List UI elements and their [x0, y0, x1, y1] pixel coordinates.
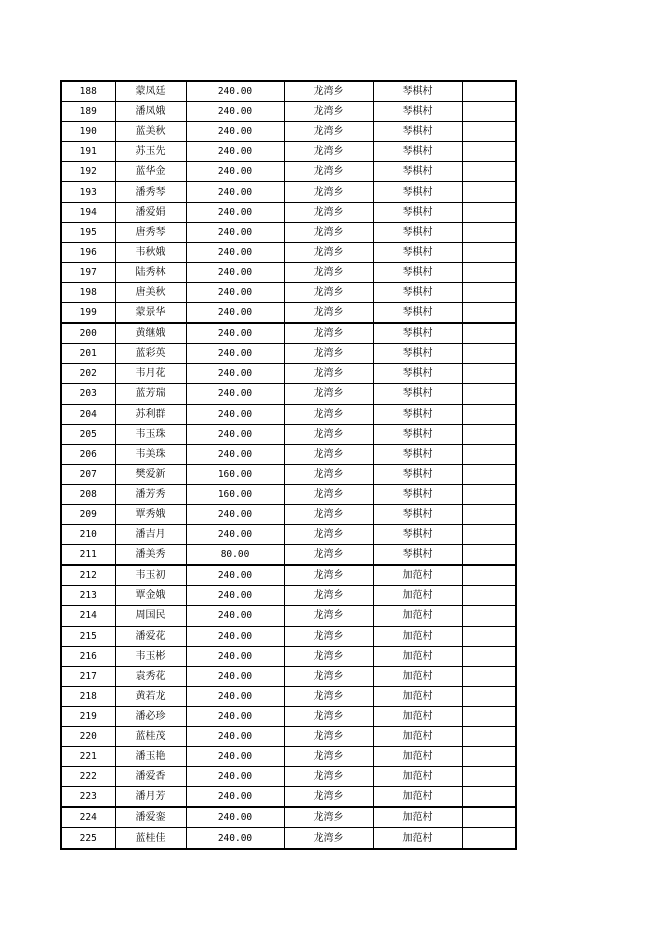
- row-number-cell: 223: [61, 787, 115, 808]
- note-cell: [462, 565, 516, 586]
- note-cell: [462, 122, 516, 142]
- name-cell: 苏玉先: [115, 142, 186, 162]
- amount-cell: 240.00: [186, 242, 284, 262]
- table-row: [61, 202, 516, 222]
- row-number-cell: 211: [61, 545, 115, 566]
- village-cell: 琴棋村: [373, 182, 462, 202]
- row-number-cell: 216: [61, 646, 115, 666]
- table-row: [61, 364, 516, 384]
- amount-cell: 240.00: [186, 807, 284, 828]
- village-cell: 加范村: [373, 586, 462, 606]
- row-number-cell: 199: [61, 303, 115, 324]
- name-cell: 陆秀林: [115, 262, 186, 282]
- township-cell: 龙湾乡: [284, 545, 373, 566]
- name-cell: 潘月芳: [115, 787, 186, 808]
- table-row: [61, 828, 516, 849]
- township-cell: 龙湾乡: [284, 706, 373, 726]
- table-row: [61, 586, 516, 606]
- name-cell: 潘必珍: [115, 706, 186, 726]
- amount-cell: 240.00: [186, 182, 284, 202]
- note-cell: [462, 828, 516, 849]
- row-number-cell: 189: [61, 102, 115, 122]
- name-cell: 蒙凤廷: [115, 81, 186, 102]
- village-cell: 琴棋村: [373, 242, 462, 262]
- row-number-cell: 214: [61, 606, 115, 626]
- village-cell: 琴棋村: [373, 545, 462, 566]
- amount-cell: 240.00: [186, 81, 284, 102]
- township-cell: 龙湾乡: [284, 444, 373, 464]
- row-number-cell: 208: [61, 484, 115, 504]
- amount-cell: 240.00: [186, 202, 284, 222]
- village-cell: 琴棋村: [373, 344, 462, 364]
- note-cell: [462, 282, 516, 302]
- township-cell: 龙湾乡: [284, 727, 373, 747]
- note-cell: [462, 202, 516, 222]
- note-cell: [462, 545, 516, 566]
- note-cell: [462, 504, 516, 524]
- village-cell: 加范村: [373, 646, 462, 666]
- table-row: [61, 504, 516, 524]
- amount-cell: 160.00: [186, 464, 284, 484]
- data-table: [60, 80, 517, 850]
- note-cell: [462, 182, 516, 202]
- row-number-cell: 217: [61, 666, 115, 686]
- village-cell: 琴棋村: [373, 484, 462, 504]
- village-cell: 加范村: [373, 828, 462, 849]
- row-number-cell: 201: [61, 344, 115, 364]
- township-cell: 龙湾乡: [284, 262, 373, 282]
- row-number-cell: 196: [61, 242, 115, 262]
- name-cell: 潘秀琴: [115, 182, 186, 202]
- table-row: [61, 545, 516, 566]
- name-cell: 黄若龙: [115, 686, 186, 706]
- village-cell: 加范村: [373, 706, 462, 726]
- amount-cell: 240.00: [186, 525, 284, 545]
- township-cell: 龙湾乡: [284, 142, 373, 162]
- amount-cell: 240.00: [186, 626, 284, 646]
- name-cell: 蓝美秋: [115, 122, 186, 142]
- amount-cell: 240.00: [186, 262, 284, 282]
- name-cell: 韦玉珠: [115, 424, 186, 444]
- note-cell: [462, 142, 516, 162]
- amount-cell: 240.00: [186, 222, 284, 242]
- table-row: [61, 525, 516, 545]
- row-number-cell: 224: [61, 807, 115, 828]
- row-number-cell: 195: [61, 222, 115, 242]
- table-row: [61, 727, 516, 747]
- note-cell: [462, 767, 516, 787]
- village-cell: 琴棋村: [373, 504, 462, 524]
- township-cell: 龙湾乡: [284, 807, 373, 828]
- table-row: [61, 444, 516, 464]
- table-row: [61, 262, 516, 282]
- note-cell: [462, 484, 516, 504]
- name-cell: 蓝桂佳: [115, 828, 186, 849]
- village-cell: 琴棋村: [373, 384, 462, 404]
- township-cell: 龙湾乡: [284, 626, 373, 646]
- table-row: [61, 747, 516, 767]
- name-cell: 潘吉月: [115, 525, 186, 545]
- row-number-cell: 205: [61, 424, 115, 444]
- name-cell: 潘凤娥: [115, 102, 186, 122]
- name-cell: 潘爱香: [115, 767, 186, 787]
- village-cell: 加范村: [373, 767, 462, 787]
- amount-cell: 240.00: [186, 384, 284, 404]
- township-cell: 龙湾乡: [284, 586, 373, 606]
- note-cell: [462, 586, 516, 606]
- table-row: [61, 767, 516, 787]
- amount-cell: 240.00: [186, 323, 284, 344]
- township-cell: 龙湾乡: [284, 303, 373, 324]
- amount-cell: 240.00: [186, 424, 284, 444]
- name-cell: 韦月花: [115, 364, 186, 384]
- note-cell: [462, 424, 516, 444]
- amount-cell: 240.00: [186, 364, 284, 384]
- village-cell: 琴棋村: [373, 303, 462, 324]
- name-cell: 潘爱銮: [115, 807, 186, 828]
- township-cell: 龙湾乡: [284, 424, 373, 444]
- village-cell: 琴棋村: [373, 222, 462, 242]
- table-row: [61, 102, 516, 122]
- amount-cell: 160.00: [186, 484, 284, 504]
- township-cell: 龙湾乡: [284, 202, 373, 222]
- amount-cell: 240.00: [186, 404, 284, 424]
- amount-cell: 240.00: [186, 828, 284, 849]
- amount-cell: 240.00: [186, 565, 284, 586]
- table-row: [61, 606, 516, 626]
- table-row: [61, 182, 516, 202]
- row-number-cell: 204: [61, 404, 115, 424]
- note-cell: [462, 344, 516, 364]
- name-cell: 袁秀花: [115, 666, 186, 686]
- name-cell: 黄继娥: [115, 323, 186, 344]
- row-number-cell: 207: [61, 464, 115, 484]
- table-row: [61, 242, 516, 262]
- row-number-cell: 213: [61, 586, 115, 606]
- village-cell: 琴棋村: [373, 364, 462, 384]
- row-number-cell: 203: [61, 384, 115, 404]
- village-cell: 加范村: [373, 606, 462, 626]
- row-number-cell: 222: [61, 767, 115, 787]
- row-number-cell: 221: [61, 747, 115, 767]
- village-cell: 琴棋村: [373, 424, 462, 444]
- table-row: [61, 122, 516, 142]
- row-number-cell: 192: [61, 162, 115, 182]
- name-cell: 韦秋娥: [115, 242, 186, 262]
- township-cell: 龙湾乡: [284, 122, 373, 142]
- row-number-cell: 218: [61, 686, 115, 706]
- name-cell: 周国民: [115, 606, 186, 626]
- note-cell: [462, 162, 516, 182]
- amount-cell: 240.00: [186, 606, 284, 626]
- village-cell: 加范村: [373, 686, 462, 706]
- name-cell: 潘美秀: [115, 545, 186, 566]
- township-cell: 龙湾乡: [284, 242, 373, 262]
- township-cell: 龙湾乡: [284, 182, 373, 202]
- note-cell: [462, 747, 516, 767]
- amount-cell: 240.00: [186, 504, 284, 524]
- row-number-cell: 197: [61, 262, 115, 282]
- township-cell: 龙湾乡: [284, 384, 373, 404]
- note-cell: [462, 727, 516, 747]
- table-row: [61, 222, 516, 242]
- township-cell: 龙湾乡: [284, 606, 373, 626]
- township-cell: 龙湾乡: [284, 767, 373, 787]
- table-row: [61, 565, 516, 586]
- table-row: [61, 162, 516, 182]
- village-cell: 琴棋村: [373, 323, 462, 344]
- table-row: [61, 424, 516, 444]
- village-cell: 琴棋村: [373, 81, 462, 102]
- name-cell: 樊爱新: [115, 464, 186, 484]
- table-row: [61, 282, 516, 302]
- row-number-cell: 193: [61, 182, 115, 202]
- table-row: [61, 303, 516, 324]
- amount-cell: 240.00: [186, 747, 284, 767]
- township-cell: 龙湾乡: [284, 81, 373, 102]
- name-cell: 潘芳秀: [115, 484, 186, 504]
- table-row: [61, 404, 516, 424]
- note-cell: [462, 404, 516, 424]
- township-cell: 龙湾乡: [284, 525, 373, 545]
- village-cell: 琴棋村: [373, 142, 462, 162]
- amount-cell: 240.00: [186, 666, 284, 686]
- village-cell: 琴棋村: [373, 404, 462, 424]
- township-cell: 龙湾乡: [284, 344, 373, 364]
- table-row: [61, 464, 516, 484]
- township-cell: 龙湾乡: [284, 404, 373, 424]
- row-number-cell: 202: [61, 364, 115, 384]
- village-cell: 加范村: [373, 565, 462, 586]
- village-cell: 琴棋村: [373, 102, 462, 122]
- row-number-cell: 200: [61, 323, 115, 344]
- village-cell: 琴棋村: [373, 444, 462, 464]
- village-cell: 加范村: [373, 626, 462, 646]
- table-row: [61, 81, 516, 102]
- row-number-cell: 210: [61, 525, 115, 545]
- village-cell: 琴棋村: [373, 162, 462, 182]
- note-cell: [462, 525, 516, 545]
- township-cell: 龙湾乡: [284, 646, 373, 666]
- row-number-cell: 190: [61, 122, 115, 142]
- note-cell: [462, 646, 516, 666]
- village-cell: 加范村: [373, 666, 462, 686]
- village-cell: 加范村: [373, 787, 462, 808]
- village-cell: 加范村: [373, 807, 462, 828]
- amount-cell: 240.00: [186, 787, 284, 808]
- village-cell: 琴棋村: [373, 122, 462, 142]
- row-number-cell: 225: [61, 828, 115, 849]
- amount-cell: 240.00: [186, 767, 284, 787]
- table-row: [61, 787, 516, 808]
- table-row: [61, 646, 516, 666]
- name-cell: 覃秀娥: [115, 504, 186, 524]
- township-cell: 龙湾乡: [284, 787, 373, 808]
- name-cell: 唐秀琴: [115, 222, 186, 242]
- name-cell: 覃金娥: [115, 586, 186, 606]
- row-number-cell: 206: [61, 444, 115, 464]
- name-cell: 潘玉艳: [115, 747, 186, 767]
- amount-cell: 240.00: [186, 344, 284, 364]
- amount-cell: 240.00: [186, 162, 284, 182]
- township-cell: 龙湾乡: [284, 565, 373, 586]
- village-cell: 琴棋村: [373, 525, 462, 545]
- note-cell: [462, 81, 516, 102]
- village-cell: 加范村: [373, 727, 462, 747]
- note-cell: [462, 626, 516, 646]
- name-cell: 蓝彩英: [115, 344, 186, 364]
- township-cell: 龙湾乡: [284, 282, 373, 302]
- name-cell: 蒙景华: [115, 303, 186, 324]
- note-cell: [462, 384, 516, 404]
- amount-cell: 240.00: [186, 444, 284, 464]
- row-number-cell: 220: [61, 727, 115, 747]
- row-number-cell: 191: [61, 142, 115, 162]
- table-body: [61, 81, 516, 849]
- name-cell: 蓝芳瑞: [115, 384, 186, 404]
- note-cell: [462, 787, 516, 808]
- village-cell: 琴棋村: [373, 282, 462, 302]
- village-cell: 琴棋村: [373, 464, 462, 484]
- table-row: [61, 706, 516, 726]
- note-cell: [462, 686, 516, 706]
- township-cell: 龙湾乡: [284, 686, 373, 706]
- township-cell: 龙湾乡: [284, 828, 373, 849]
- note-cell: [462, 242, 516, 262]
- note-cell: [462, 102, 516, 122]
- township-cell: 龙湾乡: [284, 364, 373, 384]
- village-cell: 加范村: [373, 747, 462, 767]
- township-cell: 龙湾乡: [284, 222, 373, 242]
- table-row: [61, 666, 516, 686]
- row-number-cell: 194: [61, 202, 115, 222]
- table-row: [61, 344, 516, 364]
- name-cell: 蓝华金: [115, 162, 186, 182]
- note-cell: [462, 807, 516, 828]
- note-cell: [462, 323, 516, 344]
- table-row: [61, 384, 516, 404]
- row-number-cell: 198: [61, 282, 115, 302]
- row-number-cell: 219: [61, 706, 115, 726]
- township-cell: 龙湾乡: [284, 323, 373, 344]
- township-cell: 龙湾乡: [284, 102, 373, 122]
- table-row: [61, 142, 516, 162]
- amount-cell: 240.00: [186, 586, 284, 606]
- amount-cell: 240.00: [186, 102, 284, 122]
- amount-cell: 240.00: [186, 686, 284, 706]
- table-row: [61, 807, 516, 828]
- village-cell: 琴棋村: [373, 202, 462, 222]
- amount-cell: 240.00: [186, 646, 284, 666]
- township-cell: 龙湾乡: [284, 464, 373, 484]
- table-row: [61, 686, 516, 706]
- township-cell: 龙湾乡: [284, 504, 373, 524]
- amount-cell: 240.00: [186, 142, 284, 162]
- note-cell: [462, 666, 516, 686]
- township-cell: 龙湾乡: [284, 666, 373, 686]
- note-cell: [462, 444, 516, 464]
- name-cell: 潘爱娟: [115, 202, 186, 222]
- amount-cell: 240.00: [186, 727, 284, 747]
- name-cell: 蓝桂茂: [115, 727, 186, 747]
- name-cell: 潘爱花: [115, 626, 186, 646]
- name-cell: 唐美秋: [115, 282, 186, 302]
- table-row: [61, 323, 516, 344]
- table-row: [61, 484, 516, 504]
- note-cell: [462, 303, 516, 324]
- table-row: [61, 626, 516, 646]
- note-cell: [462, 606, 516, 626]
- township-cell: 龙湾乡: [284, 162, 373, 182]
- note-cell: [462, 364, 516, 384]
- name-cell: 韦玉彬: [115, 646, 186, 666]
- row-number-cell: 215: [61, 626, 115, 646]
- note-cell: [462, 262, 516, 282]
- amount-cell: 240.00: [186, 706, 284, 726]
- village-cell: 琴棋村: [373, 262, 462, 282]
- note-cell: [462, 222, 516, 242]
- amount-cell: 240.00: [186, 282, 284, 302]
- township-cell: 龙湾乡: [284, 747, 373, 767]
- name-cell: 苏利群: [115, 404, 186, 424]
- amount-cell: 240.00: [186, 122, 284, 142]
- township-cell: 龙湾乡: [284, 484, 373, 504]
- name-cell: 韦玉初: [115, 565, 186, 586]
- row-number-cell: 212: [61, 565, 115, 586]
- note-cell: [462, 706, 516, 726]
- name-cell: 韦美珠: [115, 444, 186, 464]
- amount-cell: 80.00: [186, 545, 284, 566]
- row-number-cell: 188: [61, 81, 115, 102]
- note-cell: [462, 464, 516, 484]
- amount-cell: 240.00: [186, 303, 284, 324]
- row-number-cell: 209: [61, 504, 115, 524]
